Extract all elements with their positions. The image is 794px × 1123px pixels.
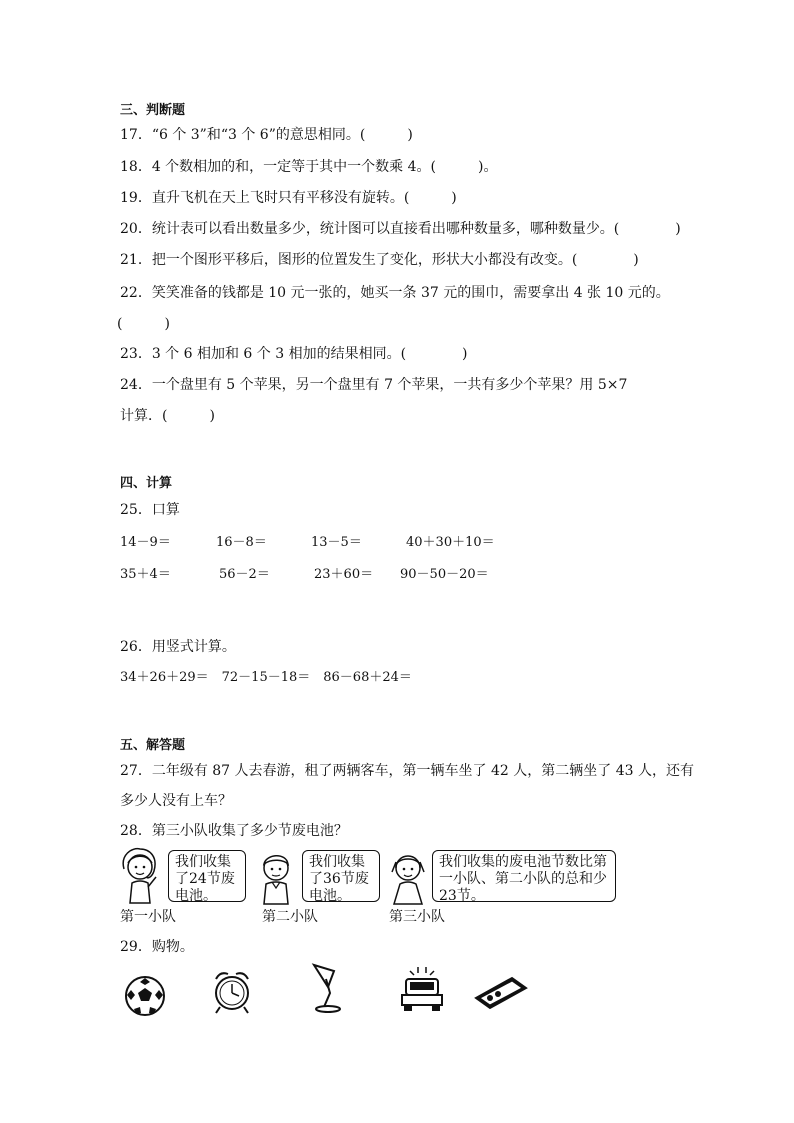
question-27-line-2: 多少人没有上车？ <box>120 793 232 809</box>
desk-lamp-icon <box>304 963 352 1013</box>
alarm-clock-icon <box>210 969 254 1015</box>
question-27-line-1: 27．二年级有 87 人去春游，租了两辆客车，第一辆车坐了 42 人，第二辆坐了 43 人，还有 <box>120 763 694 779</box>
section-3-title: 三、判断题 <box>120 103 186 118</box>
oral-calc-item: 40＋30＋10＝ <box>406 535 495 550</box>
oral-calc-item: 56－2＝ <box>219 567 270 582</box>
speech-bubble-team-2: 我们收集了36节废电池。 <box>302 850 380 902</box>
team-2-label: 第二小队 <box>262 909 318 925</box>
oral-calc-item: 14－9＝ <box>120 535 171 550</box>
speech-bubble-team-3: 我们收集的废电池节数比第一小队、第二小队的总和少23节。 <box>432 850 616 902</box>
question-17: 17．“6 个 3”和“3 个 6”的意思相同。( ) <box>120 127 413 143</box>
boy-icon <box>256 850 296 906</box>
oral-calc-item: 16－8＝ <box>216 535 267 550</box>
toy-car-icon <box>398 965 446 1013</box>
oral-calc-item: 13－5＝ <box>311 535 362 550</box>
question-29: 29．购物。 <box>120 939 194 955</box>
question-24-line-2: 计算．( ) <box>120 408 215 424</box>
oral-calc-item: 35＋4＝ <box>120 567 171 582</box>
section-4-title: 四、计算 <box>120 476 173 491</box>
question-24-line-1: 24．一个盘里有 5 个苹果，另一个盘里有 7 个苹果，一共有多少个苹果？用 5×7 <box>120 377 628 393</box>
soccer-ball-icon <box>124 975 166 1017</box>
oral-calc-item: 23＋60＝ <box>314 567 374 582</box>
oral-calc-item: 90－50－20＝ <box>400 567 489 582</box>
team-1-label: 第一小队 <box>120 909 176 925</box>
speech-bubble-team-1: 我们收集了24节废电池。 <box>168 850 246 902</box>
question-23: 23．3 个 6 相加和 6 个 3 相加的结果相同。( ) <box>120 346 468 362</box>
girl-2-icon <box>388 850 428 906</box>
team-3-label: 第三小队 <box>389 909 445 925</box>
question-22-line-1: 22．笑笑准备的钱都是 10 元一张的，她买一条 37 元的围巾，需要拿出 4 张 10 元的。 <box>120 285 670 301</box>
question-22-line-2: ( ) <box>117 316 170 332</box>
question-21: 21．把一个图形平移后，图形的位置发生了变化，形状大小都没有改变。( ) <box>120 252 639 268</box>
question-25: 25．口算 <box>120 502 180 518</box>
question-19: 19．直升飞机在天上飞时只有平移没有旋转。( ) <box>120 190 457 206</box>
vertical-calc-items: 34＋26＋29＝ 72－15－18＝ 86－68＋24＝ <box>120 670 412 685</box>
question-26: 26．用竖式计算。 <box>120 639 236 655</box>
question-20: 20．统计表可以看出数量多少，统计图可以直接看出哪种数量多，哪种数量少。( ) <box>120 221 681 237</box>
pencil-case-icon <box>472 972 530 1012</box>
girl-1-icon <box>118 847 160 905</box>
question-18: 18．4 个数相加的和，一定等于其中一个数乘 4。( )。 <box>120 159 498 175</box>
section-5-title: 五、解答题 <box>120 738 186 753</box>
question-28: 28．第三小队收集了多少节废电池？ <box>120 823 348 839</box>
